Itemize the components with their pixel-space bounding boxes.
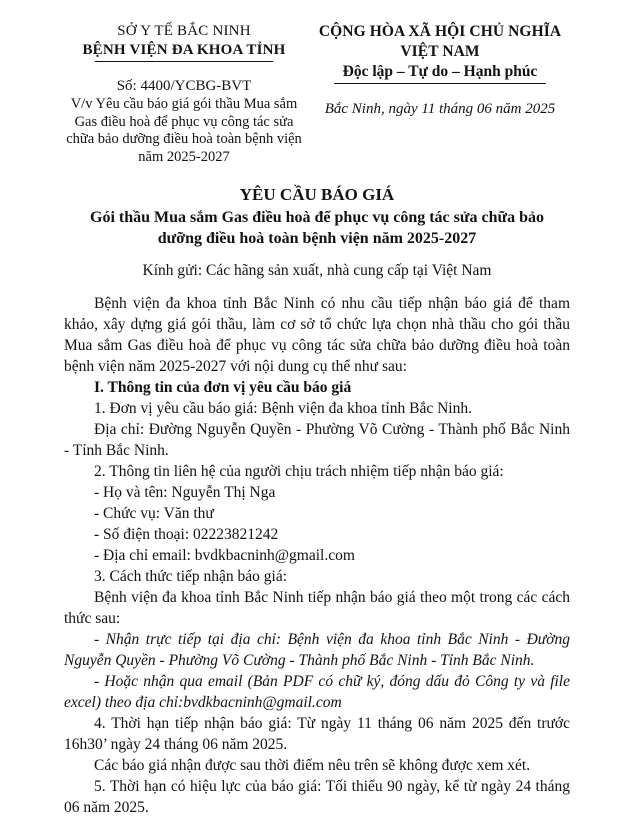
para-contact-name: - Họ và tên: Nguyễn Thị Nga [94,484,276,501]
para-reception-method-intro: Bệnh viện đa khoa tỉnh Bắc Ninh tiếp nhận báo giá theo một trong các cách thức sau: [64,589,570,627]
para-requesting-unit: 1. Đơn vị yêu cầu báo giá: Bệnh viện đa khoa tỉnh Bắc Ninh. [94,400,472,417]
document-body [64,293,570,818]
document-subject: V/v Yêu cầu báo giá gói thầu Mua sắm Gas điều hoà để phục vụ công tác sửa chữa bảo dưỡng điều hoà toàn bệnh viện năm 2025-2027 [66,96,302,165]
para-reception-direct: - Nhận trực tiếp tại địa chỉ: Bệnh viện đa khoa tỉnh Bắc Ninh - Đường Nguyễn Quyền - Phường Võ Cường - Thành phố Bắc Ninh - Tỉnh Bắc Ninh. [64,631,570,669]
para-reception-email: - Hoặc nhận qua email (Bản PDF có chữ ký, đóng dấu đỏ Công ty và file excel) theo địa chỉ:bvdkbacninh@gmail.com [64,673,570,711]
title-block [64,184,570,280]
para-intro: Bệnh viện đa khoa tỉnh Bắc Ninh có nhu cầu tiếp nhận báo giá để tham khảo, xây dựng giá gói thầu, làm cơ sở tổ chức lựa chọn nhà thầu cho gói thầu Mua sắm Gas điều hoà để phục vụ công tác sửa chữa bảo dưỡng điều hoà toàn bệnh viện năm 2025-2027 với nội dung cụ thể như sau: [64,295,570,375]
national-header-block [304,22,570,118]
section-1-heading: I. Thông tin của đơn vị yêu cầu báo giá [94,379,352,396]
national-motto: Độc lập – Tự do – Hạnh phúc [342,63,538,80]
document-number: Số: 4400/YCBG-BVT [116,78,252,94]
document-header [64,22,570,166]
place-date-line: Bắc Ninh, ngày 11 tháng 06 năm 2025 [324,101,556,117]
para-late-note: Các báo giá nhận được sau thời điểm nêu trên sẽ không được xem xét. [94,757,531,774]
national-title: CỘNG HÒA XÃ HỘI CHỦ NGHĨA VIỆT NAM [318,23,562,60]
document-subtitle: Gói thầu Mua sắm Gas điều hoà để phục vụ công tác sửa chữa bảo dưỡng điều hoà toàn bệnh viện năm 2025-2027 [90,209,544,247]
issuer-underline [95,61,273,62]
para-contact-email: - Địa chỉ email: bvdkbacninh@gmail.com [94,547,355,564]
issuer-block [64,22,304,166]
para-deadline: 4. Thời hạn tiếp nhận báo giá: Từ ngày 11 tháng 06 năm 2025 đến trước 16h30’ ngày 24 tháng 06 năm 2025. [64,715,570,753]
issuer-org-name: BỆNH VIỆN ĐA KHOA TỈNH [82,42,286,58]
para-contact-phone: - Số điện thoại: 02223821242 [94,526,279,543]
para-contact-heading: 2. Thông tin liên hệ của người chịu trách nhiệm tiếp nhận báo giá: [94,463,504,480]
document-title: YÊU CẦU BÁO GIÁ [239,185,395,204]
para-contact-position: - Chức vụ: Văn thư [94,505,214,522]
salutation-line: Kính gửi: Các hãng sản xuất, nhà cung cấp tại Việt Nam [142,262,492,279]
motto-underline [334,83,546,84]
para-validity: 5. Thời hạn có hiệu lực của báo giá: Tối thiểu 90 ngày, kể từ ngày 24 tháng 06 năm 2025. [64,778,570,816]
issuer-parent-org: SỞ Y TẾ BẮC NINH [117,23,251,39]
para-address: Địa chỉ: Đường Nguyễn Quyền - Phường Võ Cường - Thành phố Bắc Ninh - Tỉnh Bắc Ninh. [64,421,570,459]
para-reception-method-heading: 3. Cách thức tiếp nhận báo giá: [94,568,288,585]
